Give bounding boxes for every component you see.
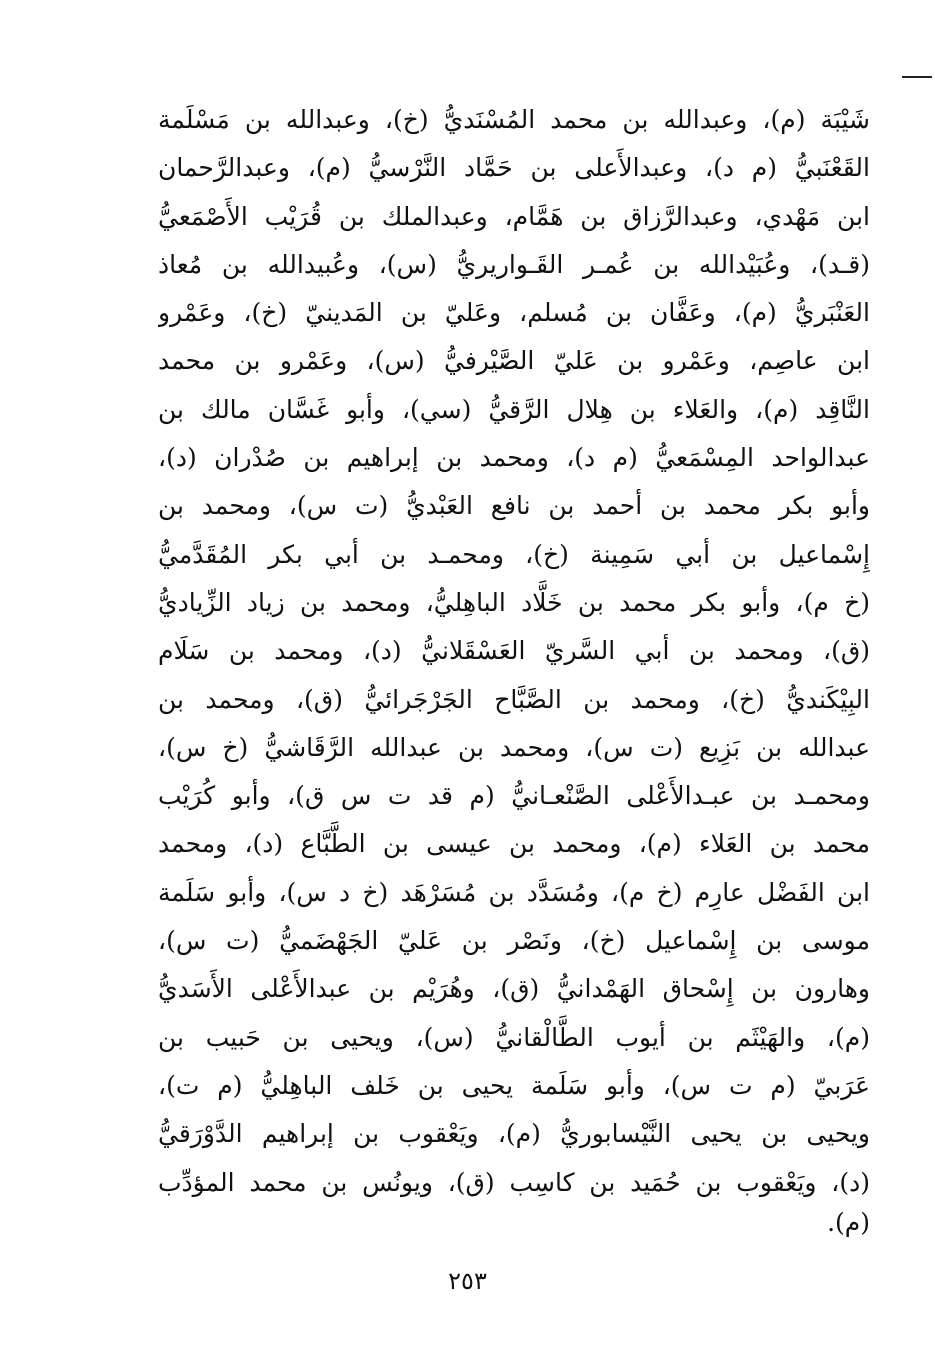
- text-line: إِسْماعيل بن أبي سَمِينة (خ)، ومحمـد بن أبي بكر المُقَدَّميُّ: [158, 539, 870, 569]
- text-line: وأبو بكر محمد بن أحمد بن نافع العَبْديُّ (ت س)، ومحمد بن: [158, 491, 870, 521]
- text-line: البِيْكَنديُّ (خ)، ومحمد بن الصَّبَّاح الجَرْجَرائيُّ (ق)، ومحمد بن: [158, 684, 870, 714]
- text-line: ومحمـد بن عبـدالأَعْلى الصَّنْعـانيُّ (م قد ت س ق)، وأبو كُرَيْب: [158, 781, 870, 811]
- body-text: [158, 96, 870, 1239]
- margin-mark: [902, 76, 932, 78]
- text-line: عَرَبيّ (م ت س)، وأبو سَلَمة يحيى بن خَلف الباهِليُّ (م ت)،: [158, 1070, 870, 1100]
- text-line: العَنْبَريُّ (م)، وعَفَّان بن مُسلم، وعَليّ بن المَدينيّ (خ)، وعَمْرو: [158, 298, 870, 328]
- text-line: (قـد)، وعُبَيْدالله بن عُمـر القَـواريريُّ (س)، وعُبيدالله بن مُعاذ: [158, 249, 870, 279]
- text-line: شَيْبَة (م)، وعبدالله بن محمد المُسْنَديُّ (خ)، وعبدالله بن مَسْلَمة: [158, 105, 870, 134]
- text-line: عبدالله بن بَزِيع (ت س)، ومحمد بن عبدالله الرَّقَاشيُّ (خ س)،: [158, 732, 870, 762]
- text-line: (ق)، ومحمد بن أبي السَّريّ العَسْقَلانيُّ (د)، ومحمد بن سَلَام: [158, 636, 870, 666]
- text-line: (خ م)، وأبو بكر محمد بن خَلَّاد الباهِليُّ، ومحمد بن زياد الزِّياديُّ: [158, 587, 870, 617]
- text-line: عبدالواحد المِسْمَعيُّ (م د)، ومحمد بن إبراهيم بن صُدْران (د)،: [158, 443, 870, 473]
- text-line: موسى بن إِسْماعيل (خ)، ونَصْر بن عَليّ الجَهْضَميُّ (ت س)،: [158, 926, 870, 956]
- text-line: القَعْنَبيُّ (م د)، وعبدالأَعلى بن حَمَّاد النَّرْسيُّ (م)، وعبدالرَّحمان: [158, 153, 870, 183]
- text-line: ويحيى بن يحيى النَّيْسابوريُّ (م)، ويَعْقوب بن إبراهيم الدَّوْرَقيُّ: [158, 1119, 870, 1149]
- text-line: (م).: [827, 1207, 870, 1237]
- text-line: (م)، والهَيْثَم بن أيوب الطَّالْقانيُّ (س)، ويحيى بن حَبيب بن: [158, 1022, 870, 1052]
- text-line: النَّاقِد (م)، والعَلاء بن هِلال الرَّقيُّ (سي)، وأبو غَسَّان مالك بن: [158, 394, 870, 424]
- page-number: ٢٥٣: [448, 1267, 487, 1295]
- text-line: ابن مَهْدي، وعبدالرَّزاق بن هَمَّام، وعبدالملك بن قُرَيْب الأَصْمَعيُّ: [158, 201, 870, 231]
- text-line: ابن عاصِم، وعَمْرو بن عَليّ الصَّيْرفيُّ (س)، وعَمْرو بن محمد: [158, 346, 870, 376]
- text-line: محمد بن العَلاء (م)، ومحمد بن عيسى بن الطَّبَّاع (د)، ومحمد: [158, 829, 870, 859]
- text-line: وهارون بن إِسْحاق الهَمْدانيُّ (ق)، وهُرَيْم بن عبدالأَعْلى الأَسَديُّ: [158, 974, 870, 1004]
- text-line: (د)، ويَعْقوب بن حُمَيد بن كاسِب (ق)، ويونُس بن محمد المؤدِّب: [158, 1167, 870, 1197]
- text-line: ابن الفَضْل عارِم (خ م)، ومُسَدَّد بن مُسَرْهَد (خ د س)، وأبو سَلَمة: [158, 877, 870, 907]
